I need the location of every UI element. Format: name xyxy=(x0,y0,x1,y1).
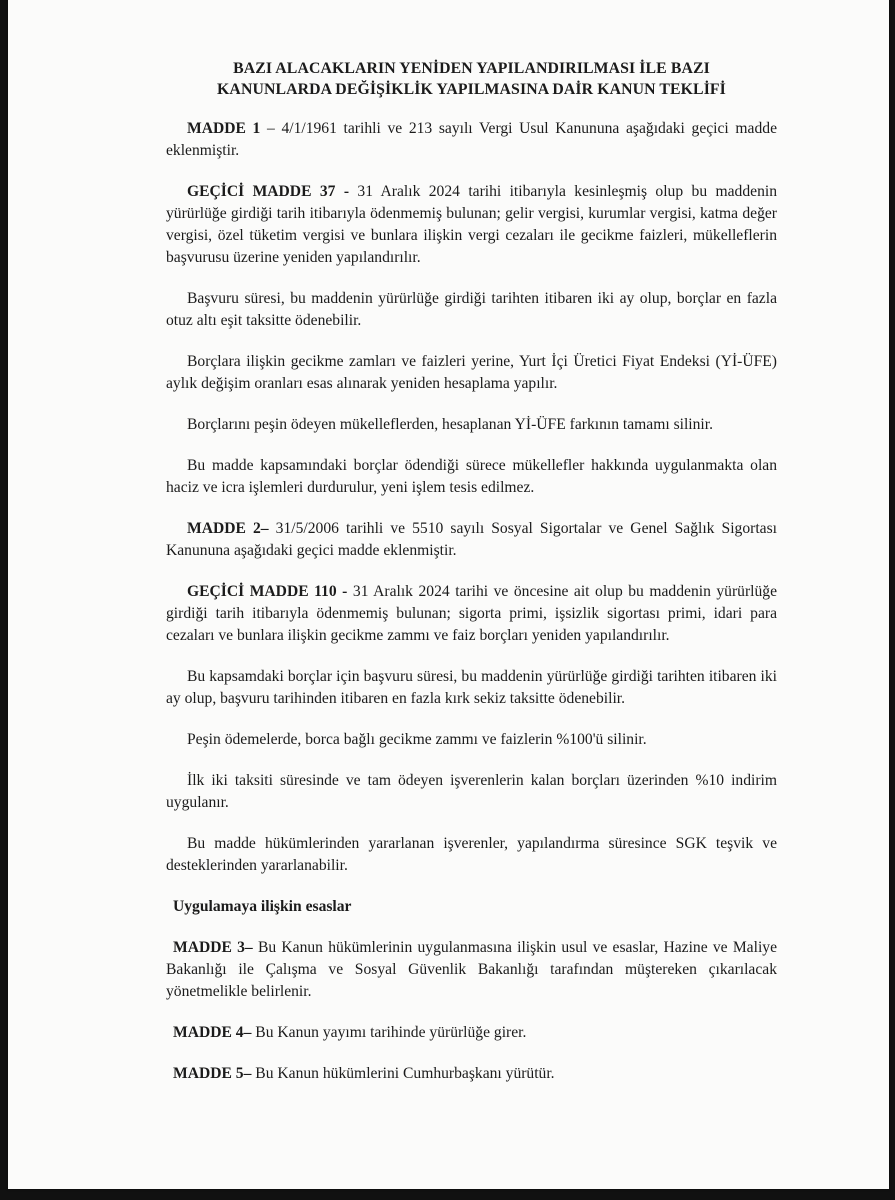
indirim-paragraph: İlk iki taksiti süresinde ve tam ödeyen işverenlerin kalan borçları üzerinden %10 indirim uygulanır. xyxy=(166,772,777,811)
pesin-odeme-paragraph: Peşin ödemelerde, borca bağlı gecikme zammı ve faizlerin %100'ü silinir. xyxy=(187,731,647,748)
madde-3-paragraph xyxy=(166,937,777,1003)
gecici-madde-37-paragraph xyxy=(166,181,777,269)
basvuru-paragraph: Başvuru süresi, bu maddenin yürürlüğe girdiği tarihten itibaren iki ay olup, borçlar en fazla otuz altı eşit taksitte ödenebilir. xyxy=(166,290,777,329)
madde-4-label: MADDE 4– xyxy=(173,1024,252,1041)
madde-5-label: MADDE 5– xyxy=(173,1065,252,1082)
madde-2-label: MADDE 2– xyxy=(187,520,269,537)
madde-1-label: MADDE 1 xyxy=(187,120,261,137)
gecici-madde-110-text: 31 Aralık 2024 tarihi ve öncesine ait olup bu maddenin yürürlüğe girdiği tarih itibarıyla ödenmemiş bulunan; sigorta primi, işsizlik sigortası primi, idari para cezaları ve bunlara ilişkin gecikme zammı ve faiz borçları yeniden yapılandırılır. xyxy=(166,583,778,644)
kapsam-paragraph: Bu kapsamdaki borçlar için başvuru süresi, bu maddenin yürürlüğe girdiği tarihten itibaren iki ay olup, başvuru tarihinden itibaren en fazla kırk sekiz taksitte ödenebilir. xyxy=(166,668,777,707)
madde-5-text: Bu Kanun hükümlerini Cumhurbaşkanı yürütür. xyxy=(251,1065,555,1082)
gecici-madde-37-text: 31 Aralık 2024 tarihi itibarıyla kesinleşmiş olup bu maddenin yürürlüğe girdiği tarih itibarıyla ödenmemiş bulunan; gelir vergisi, kurumlar vergisi, katma değer vergisi, özel tüketim vergisi ve bunlara ilişkin vergi cezaları ile gecikme faizleri, mükelleflerin başvurusu üzerine yeniden yapılandırılır. xyxy=(166,183,777,266)
madde-1-text: – 4/1/1961 tarihli ve 213 sayılı Vergi Usul Kanununa aşağıdaki geçici madde eklenmiştir. xyxy=(166,120,777,159)
gecici-madde-110-label: GEÇİCİ MADDE 110 - xyxy=(187,583,348,600)
gecici-madde-37-label: GEÇİCİ MADDE 37 - xyxy=(187,183,350,200)
madde-4-text: Bu Kanun yayımı tarihinde yürürlüğe girer. xyxy=(251,1024,527,1041)
gecici-madde-110-paragraph xyxy=(166,581,777,647)
document-title xyxy=(166,58,777,100)
madde-3-text: Bu Kanun hükümlerinin uygulanmasına ilişkin usul ve esaslar, Hazine ve Maliye Bakanlığı ile Çalışma ve Sosyal Güvenlik Bakanlığı tarafından müştereken çıkarılacak yönetmelikle belirlenir. xyxy=(166,939,777,1000)
sgk-paragraph: Bu madde hükümlerinden yararlanan işverenler, yapılandırma süresince SGK teşvik ve desteklerinden yararlanabilir. xyxy=(166,835,777,874)
madde-2-paragraph xyxy=(166,518,777,562)
madde-5-paragraph xyxy=(166,1063,777,1085)
document-body xyxy=(166,58,777,1085)
title-line-2: KANUNLARDA DEĞİŞİKLİK YAPILMASINA DAİR KANUN TEKLİFİ xyxy=(217,81,726,98)
gecikme-paragraph: Borçlara ilişkin gecikme zamları ve faizleri yerine, Yurt İçi Üretici Fiyat Endeksi (Yİ-ÜFE) aylık değişim oranları esas alınarak yeniden hesaplama yapılır. xyxy=(166,353,777,392)
haciz-paragraph: Bu madde kapsamındaki borçlar ödendiği sürece mükellefler hakkında uygulanmakta olan haciz ve icra işlemleri durdurulur, yeni işlem tesis edilmez. xyxy=(166,457,777,496)
document-page xyxy=(8,0,889,1189)
madde-4-paragraph xyxy=(166,1022,777,1044)
pesin-paragraph: Borçlarını peşin ödeyen mükelleflerden, hesaplanan Yİ-ÜFE farkının tamamı silinir. xyxy=(187,416,713,433)
madde-2-text: 31/5/2006 tarihli ve 5510 sayılı Sosyal Sigortalar ve Genel Sağlık Sigortası Kanununa aşağıdaki geçici madde eklenmiştir. xyxy=(166,520,777,559)
section-heading: Uygulamaya ilişkin esaslar xyxy=(173,898,352,915)
madde-1-paragraph xyxy=(166,118,777,162)
title-line-1: BAZI ALACAKLARIN YENİDEN YAPILANDIRILMASI İLE BAZI xyxy=(233,60,710,77)
madde-3-label: MADDE 3– xyxy=(173,939,253,956)
